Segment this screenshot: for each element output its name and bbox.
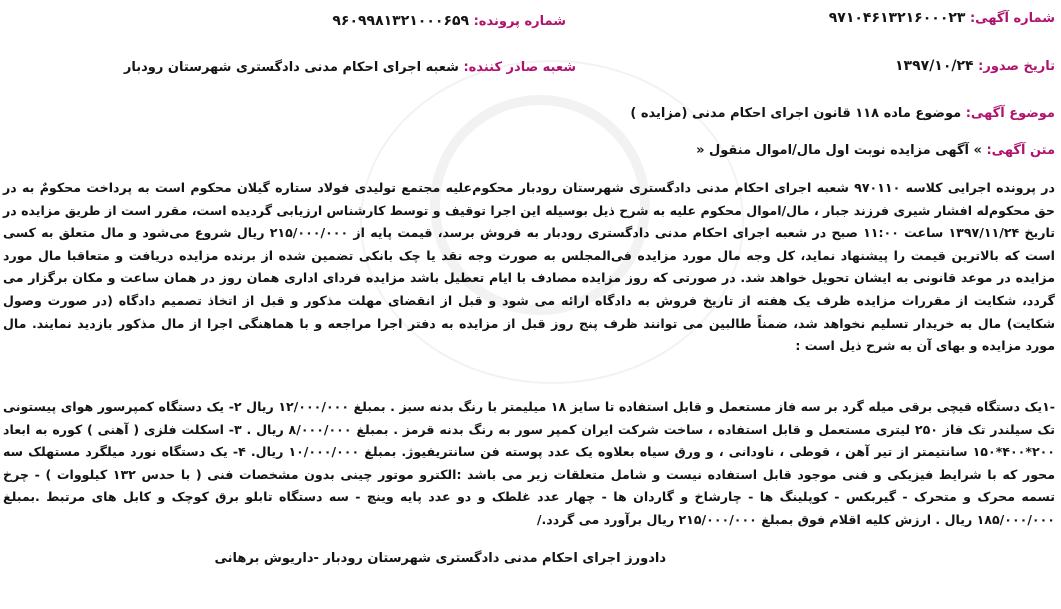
- notice-text-label: متن آگهی:: [986, 143, 1055, 158]
- issue-date-value: ۱۳۹۷/۱۰/۲۴: [895, 58, 974, 74]
- notice-text-field: [696, 143, 1055, 158]
- file-number-label: شماره پرونده:: [473, 14, 566, 29]
- notice-number-field: [829, 10, 1055, 26]
- notice-body: [3, 177, 1055, 358]
- subject-label: موضوع آگهی:: [965, 106, 1055, 121]
- file-number-value: ۹۶۰۹۹۸۱۳۲۱۰۰۰۶۵۹: [332, 13, 470, 29]
- notice-number-label: شماره آگهی:: [969, 11, 1055, 26]
- subject-value: موضوع ماده ۱۱۸ قانون اجرای احکام مدنی (مزایده ): [630, 106, 962, 121]
- signature-line: دادورز اجرای احکام مدنی دادگستری شهرستان رودبار -داریوش برهانی: [214, 551, 666, 566]
- notice-text-value: » آگهی مزایده نوبت اول مال/اموال منقول «: [696, 143, 982, 158]
- issuing-branch-field: [124, 60, 576, 75]
- issue-date-label: تاریخ صدور:: [978, 59, 1055, 74]
- notice-number-value: ۹۷۱۰۴۶۱۳۲۱۶۰۰۰۲۳: [828, 10, 966, 26]
- issuing-branch-label: شعبه صادر کننده:: [463, 60, 576, 75]
- file-number-field: [332, 13, 566, 29]
- body-paragraph-conditions: در پرونده اجرایی کلاسه ۹۷۰۱۱۰ شعبه اجرای احکام مدنی دادگستری شهرستان رودبار محکوم‌علیه مجتمع تولیدی فولاد ستاره گیلان محکوم است به پرداخت محکومٌ به در حق محکوم‌له افشار شیری فرزند جبار ، مال/اموال محکوم علیه به شرح ذیل بوسیله این اجرا توقیف و توسط کارشناس ارزیابی گردیده است، مقرر است از طریق مزایده در تاریخ ۱۳۹۷/۱۱/۲۴ ساعت ۱۱:۰۰ صبح در شعبه اجرای احکام مدنی دادگستری رودبار به فروش برسد، قیمت پایه از ۲۱۵/۰۰۰/۰۰۰ ریال شروع می‌شود و مال متعلق به کسی است که بالاترین قیمت را پیشنهاد نماید، کل وجه مال مورد مزایده فی‌المجلس به صورت وجه نقد یا چک بانکی تضمین شده از برنده مزایده دریافت و متعاقبا مال مورد مزایده در موعد قانونی به ایشان تحویل خواهد شد. در صورتی که روز مزایده مصادف با ایام تعطیل باشد مزایده فردای اداری همان روز در همان ساعت و مکان برگزار می گردد، شکایت از مقررات مزایده ظرف یک هفته از تاریخ فروش به دادگاه ارائه می شود و قبل از انقضای مهلت مذکور و قبل از اتخاذ تصمیم دادگاه (در صورت وصول شکایت) مال به خریدار تسلیم نخواهد شد، ضمناً طالبین می توانند ظرف پنج روز قبل از مزایده به دفتر اجرا مراجعه و با هماهنگی اجرا از مال مذکور بازدید نمایند. مال مورد مزایده و بهای آن به شرح ذیل است :: [3, 180, 1055, 354]
- subject-field: [630, 106, 1055, 121]
- issue-date-field: [895, 58, 1055, 74]
- body-paragraph-items: -۱یک دستگاه قیچی برقی میله گرد بر سه فاز مستعمل و قابل استفاده تا سایز ۱۸ میلیمتر با رنگ بدنه سبز . بمبلغ ۱۲/۰۰۰/۰۰۰ ریال ۲- یک دستگاه کمپرسور هوای پیستونی تک سیلندر تک فاز ۲۵۰ لیتری مستعمل و قابل استفاده ، ساخت شرکت ایران کمپر سور به رنگ بدنه قرمز . بمبلغ ۸/۰۰۰/۰۰۰ ریال . ۳- اسکلت فلزی ( آهنی ) کوره به ابعاد ۲۰۰*۴۰۰*۱۵۰ سانتیمتر از تیر آهن ، قوطی ، ناودانی ، و ورق سیاه بعلاوه یک عدد پوسته فن سانتریفیوژ. بمبلغ ۱۰/۰۰۰/۰۰۰ ریال. ۴- یک دستگاه نورد میلگرد مستهلک سه محور که با شرایط فیزیکی و فنی موجود قابل استفاده نیست و شامل متعلقات زیر می باشد :الکترو موتور چینی بدون مشخصات فنی ( با حدس ۱۳۲ کیلووات ) - چرخ تسمه محرک و متحرک - گیربکس - کوپلینگ ها - چارشاخ و گاردان ها - چهار عدد غلطک و دو عدد پایه وینچ - سه دستگاه تابلو برق کوچک و کابل های مرتبط .بمبلغ ۱۸۵/۰۰۰/۰۰۰ ریال . ارزش کلیه اقلام فوق بمبلغ ۲۱۵/۰۰۰/۰۰۰ ریال برآورد می گردد./: [3, 399, 1056, 527]
- issuing-branch-value: شعبه اجرای احکام مدنی دادگستری شهرستان رودبار: [123, 60, 459, 75]
- notice-items: [3, 396, 1055, 532]
